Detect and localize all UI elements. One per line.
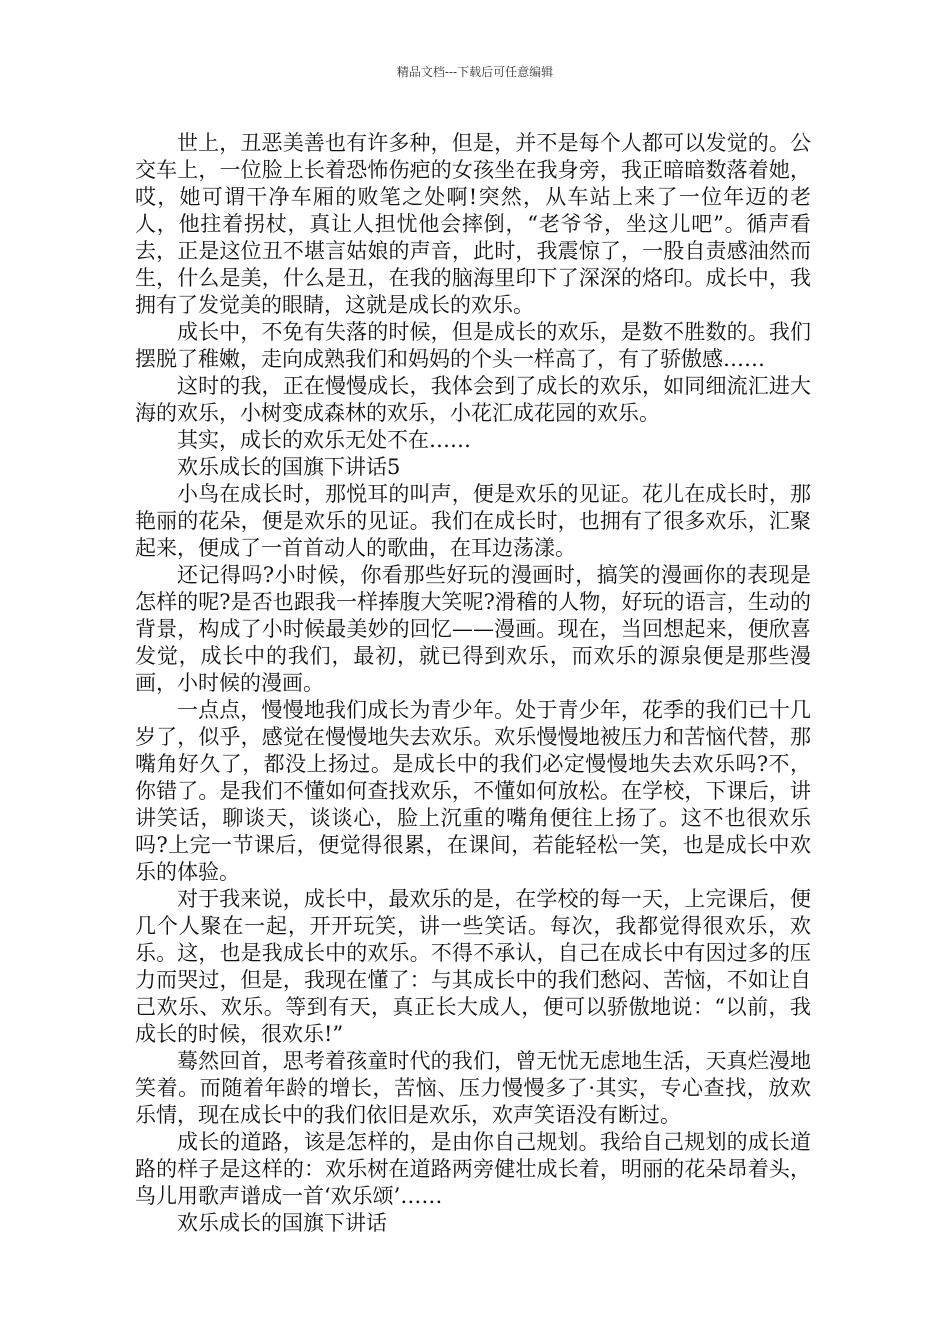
section-title: 欢乐成长的国旗下讲话 <box>177 1211 387 1235</box>
paragraph: 成长的道路，该是怎样的，是由你自己规划。我给自己规划的成长道路的样子是这样的：欢乐树在道路两旁健壮成长着，明丽的花朵昂着头，鸟儿用歌声谱成一首‘欢乐颂’…… <box>135 1130 811 1208</box>
paragraph: 小鸟在成长时，那悦耳的叫声，便是欢乐的见证。花儿在成长时，那艳丽的花朵，便是欢乐的见证。我们在成长时，也拥有了很多欢乐，汇聚起来，便成了一首首动人的歌曲，在耳边荡漾。 <box>135 482 811 560</box>
paragraph: 还记得吗?小时候，你看那些好玩的漫画时，搞笑的漫画你的表现是怎样的呢?是否也跟我一样捧腹大笑呢?滑稽的人物，好玩的语言，生动的背景，构成了小时候最美妙的回忆——漫画。现在，当回想起来，便欣喜发觉，成长中的我们，最初，就已得到欢乐，而欢乐的源泉便是那些漫画，小时候的漫画。 <box>135 563 811 695</box>
paragraph: 其实，成长的欢乐无处不在…… <box>177 428 471 452</box>
paragraph: 一点点，慢慢地我们成长为青少年。处于青少年，花季的我们已十几岁了，似乎，感觉在慢慢地失去欢乐。欢乐慢慢地被压力和苦恼代替，那嘴角好久了，都没上扬过。是成长中的我们必定慢慢地失去欢乐吗?不，你错了。是我们不懂如何查找欢乐，不懂如何放松。在学校，下课后，讲讲笑话，聊谈天，谈谈心，脸上沉重的嘴角便往上扬了。这不也很欢乐吗?上完一节课后，便觉得很累，在课间，若能轻松一笑，也是成长中欢乐的体验。 <box>135 698 811 884</box>
paragraph: 世上，丑恶美善也有许多种，但是，并不是每个人都可以发觉的。公交车上，一位脸上长着恐怖伤疤的女孩坐在我身旁，我正暗暗数落着她，哎，她可谓干净车厢的败笔之处啊!突然，从车站上来了一位年迈的老人，他拄着拐杖，真让人担忧他会摔倒，“老爷爷，坐这儿吧”。循声看去，正是这位丑不堪言姑娘的声音，此时，我震惊了，一股自责感油然而生，什么是美，什么是丑，在我的脑海里印下了深深的烙印。成长中，我拥有了发觉美的眼睛，这就是成长的欢乐。 <box>135 131 811 317</box>
section-title: 欢乐成长的国旗下讲话5 <box>177 455 401 479</box>
paragraph: 成长中，不免有失落的时候，但是成长的欢乐，是数不胜数的。我们摆脱了稚嫩，走向成熟我们和妈妈的个头一样高了，有了骄傲感…… <box>135 320 811 371</box>
paragraph: 蓦然回首，思考着孩童时代的我们，曾无忧无虑地生活，天真烂漫地笑着。而随着年龄的增长，苦恼、压力慢慢多了·其实，专心查找，放欢乐情，现在成长中的我们依旧是欢乐，欢声笑语没有断过。 <box>135 1049 811 1127</box>
paragraph: 这时的我，正在慢慢成长，我体会到了成长的欢乐，如同细流汇进大海的欢乐，小树变成森林的欢乐，小花汇成花园的欢乐。 <box>135 374 811 425</box>
paragraph: 对于我来说，成长中，最欢乐的是，在学校的每一天，上完课后，便几个人聚在一起，开开玩笑，讲一些笑话。每次，我都觉得很欢乐，欢乐。这，也是我成长中的欢乐。不得不承认，自己在成长中有因过多的压力而哭过，但是，我现在懂了：与其成长中的我们愁闷、苦恼，不如让自己欢乐、欢乐。等到有天，真正长大成人，便可以骄傲地说：“以前，我成长的时候，很欢乐!” <box>135 887 811 1046</box>
page-header: 精品文档---下载后可任意编辑 <box>396 65 554 79</box>
document-body <box>135 130 811 1237</box>
